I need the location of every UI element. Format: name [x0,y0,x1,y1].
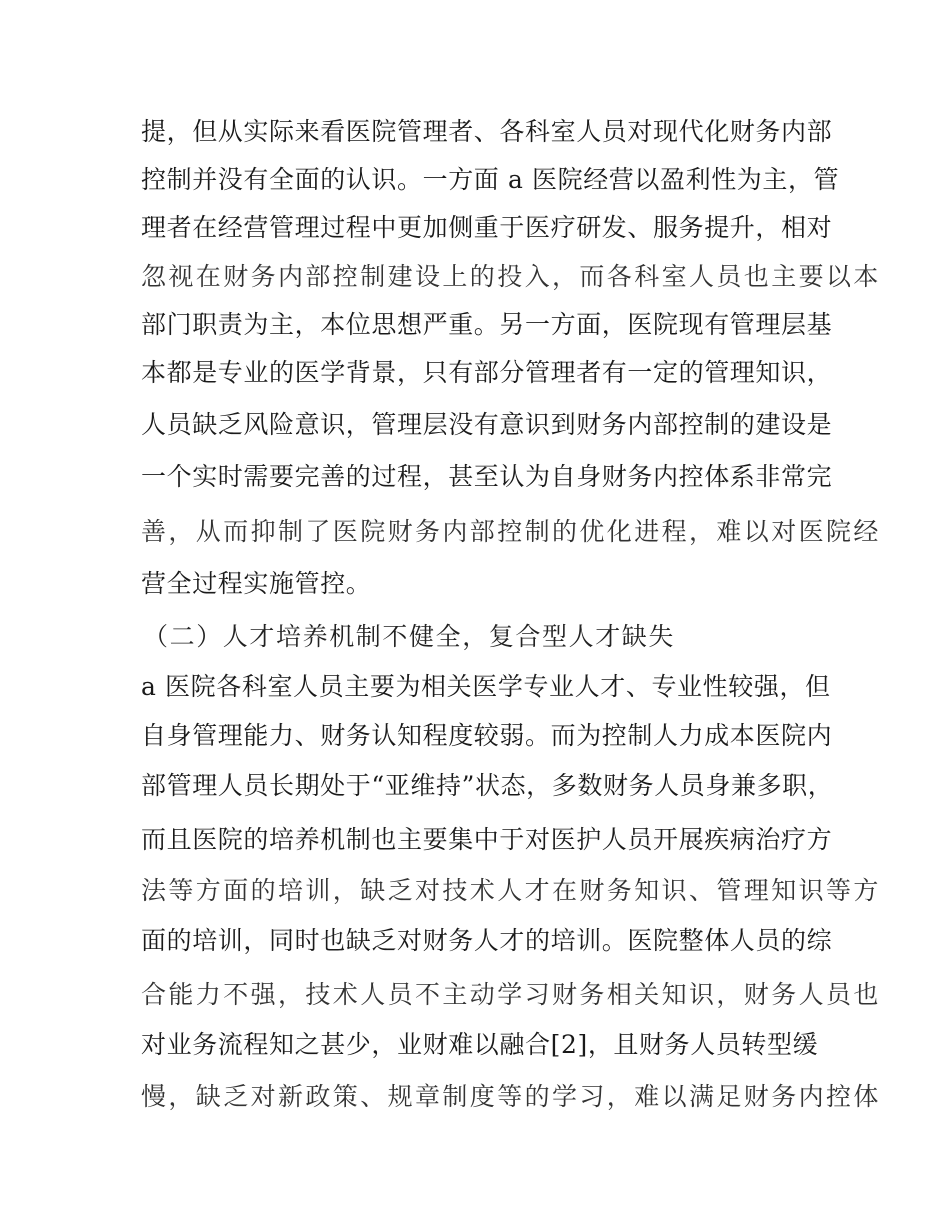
paragraph-1-line-8: 一个实时需要完善的过程，甚至认为自身财务内控体系非常完 [141,462,833,491]
paragraph-1-line-10: 营全过程实施管控。 [141,569,372,598]
paragraph-2-line-1: a 医院各科室人员主要为相关医学专业人才、专业性较强，但 [141,672,831,701]
paragraph-2-line-2: 自身管理能力、财务认知程度较弱。而为控制人力成本医院内 [141,721,833,750]
paragraph-2-line-4: 而且医院的培养机制也主要集中于对医护人员开展疾病治疗方 [141,825,833,854]
paragraph-2-line-5: 法等方面的培训，缺乏对技术人才在财务知识、管理知识等方 [141,876,881,905]
paragraph-1-line-5: 部门职责为主，本位思想严重。另一方面，医院现有管理层基 [141,310,833,339]
paragraph-1-line-9: 善，从而抑制了医院财务内部控制的优化进程，难以对医院经 [141,517,881,546]
paragraph-2-line-6: 面的培训，同时也缺乏对财务人才的培训。医院整体人员的综 [141,926,833,955]
paragraph-1-line-2: 控制并没有全面的认识。一方面 a 医院经营以盈利性为主，管 [141,165,840,194]
paragraph-2-line-8: 对业务流程知之甚少，业财难以融合[2]，且财务人员转型缓 [141,1030,819,1059]
section-heading: （二）人才培养机制不健全，复合型人才缺失 [143,622,676,651]
paragraph-1-line-1: 提，但从实际来看医院管理者、各科室人员对现代化财务内部 [141,117,833,146]
paragraph-1-line-4: 忽视在财务内部控制建设上的投入，而各科室人员也主要以本 [141,262,881,291]
paragraph-1-line-3: 理者在经营管理过程中更加侧重于医疗研发、服务提升，相对 [141,213,833,242]
paragraph-2-line-7: 合能力不强，技术人员不主动学习财务相关知识，财务人员也 [141,980,881,1009]
paragraph-1-line-7: 人员缺乏风险意识，管理层没有意识到财务内部控制的建设是 [141,410,833,439]
paragraph-2-line-9: 慢，缺乏对新政策、规章制度等的学习，难以满足财务内控体 [141,1082,881,1111]
paragraph-2-line-3: 部管理人员长期处于“亚维持”状态，多数财务人员身兼多职， [141,771,834,800]
paragraph-1-line-6: 本都是专业的医学背景，只有部分管理者有一定的管理知识， [141,358,833,387]
